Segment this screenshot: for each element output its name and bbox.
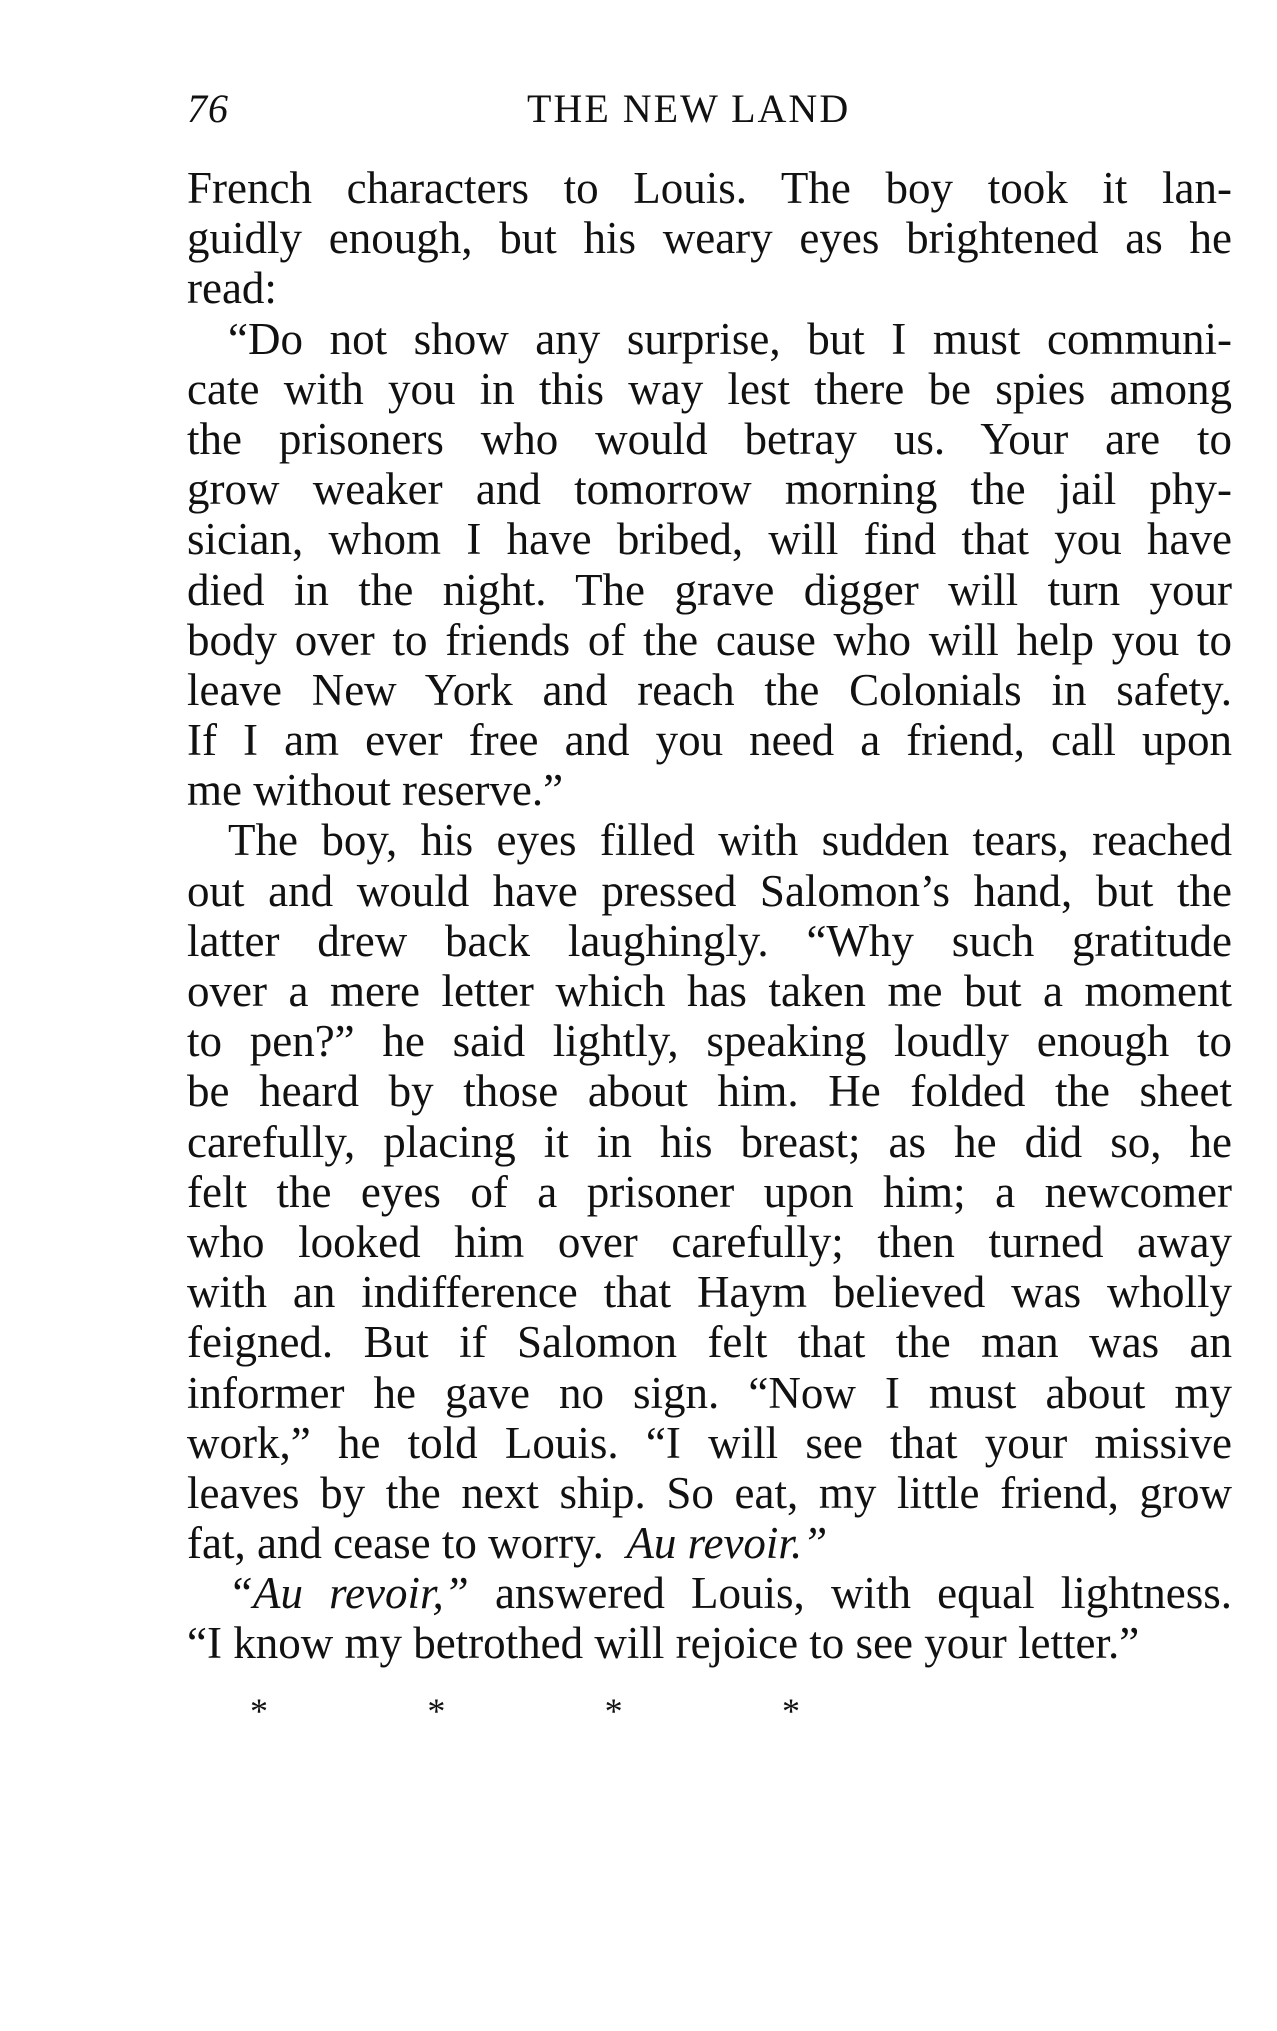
text-line: be heard by those about him. He folded the sheet: [187, 1066, 1232, 1117]
text-line: If I am ever free and you need a friend, call upon: [187, 715, 1232, 766]
body-text: [187, 163, 1232, 1669]
asterisk-icon: *: [250, 1691, 268, 1731]
text-line: “I know my betrothed will rejoice to see your letter.”: [187, 1618, 1140, 1669]
text-line: “Do not show any surprise, but I must communi-: [228, 313, 1232, 364]
page-number: 76: [187, 86, 229, 131]
text-roman: fat, and cease to worry.: [187, 1518, 604, 1569]
text-line: with an indifference that Haym believed was wholly: [187, 1267, 1232, 1318]
text-line: feigned. But if Salomon felt that the man was an: [187, 1317, 1232, 1368]
text-roman: answered Louis, with equal lightness.: [494, 1568, 1233, 1619]
asterisk-icon: *: [604, 1691, 623, 1731]
text-line: felt the eyes of a prisoner upon him; a newcomer: [187, 1166, 1232, 1217]
text-line: leaves by the next ship. So eat, my little friend, grow: [187, 1467, 1232, 1518]
text-line: leave New York and reach the Colonials in safety.: [187, 664, 1232, 715]
text-line: informer he gave no sign. “Now I must about my: [187, 1367, 1232, 1418]
running-head: [187, 85, 1232, 155]
text-line: me without reserve.”: [187, 765, 564, 816]
text-line: who looked him over carefully; then turned away: [187, 1216, 1232, 1267]
running-title: THE NEW LAND: [527, 86, 851, 131]
text-line: over a mere letter which has taken me but a moment: [187, 966, 1232, 1016]
text-line: guidly enough, but his weary eyes brightened as he: [187, 213, 1232, 264]
text-italic: “Au revoir,”: [228, 1568, 469, 1619]
text-line: French characters to Louis. The boy took it lan-: [187, 163, 1232, 213]
text-line: out and would have pressed Salomon’s hand, but the: [187, 865, 1232, 916]
text-line: carefully, placing it in his breast; as he did so, he: [187, 1116, 1232, 1167]
text-line: body over to friends of the cause who will help you to: [187, 614, 1232, 665]
text-line: work,” he told Louis. “I will see that your missive: [187, 1417, 1232, 1468]
text-italic: Au revoir.”: [626, 1518, 828, 1569]
text-line: died in the night. The grave digger will turn your: [187, 564, 1232, 615]
asterisk-icon: *: [427, 1691, 446, 1731]
text-line: [187, 1518, 1232, 1568]
book-page: [187, 85, 1232, 1669]
text-line: to pen?” he said lightly, speaking loudly enough to: [187, 1016, 1232, 1067]
section-break-ornament: [250, 1690, 800, 1730]
text-line: cate with you in this way lest there be spies among: [187, 363, 1232, 414]
text-line: [187, 1568, 1232, 1618]
text-line: the prisoners who would betray us. Your are to: [187, 413, 1232, 464]
text-line: The boy, his eyes filled with sudden tears, reached: [228, 815, 1232, 866]
text-line: sician, whom I have bribed, will find that you have: [187, 514, 1232, 565]
text-line: latter drew back laughingly. “Why such gratitude: [187, 915, 1232, 966]
text-line: grow weaker and tomorrow morning the jail phy-: [187, 464, 1232, 515]
text-line: read:: [187, 263, 277, 314]
asterisk-icon: *: [781, 1691, 800, 1731]
